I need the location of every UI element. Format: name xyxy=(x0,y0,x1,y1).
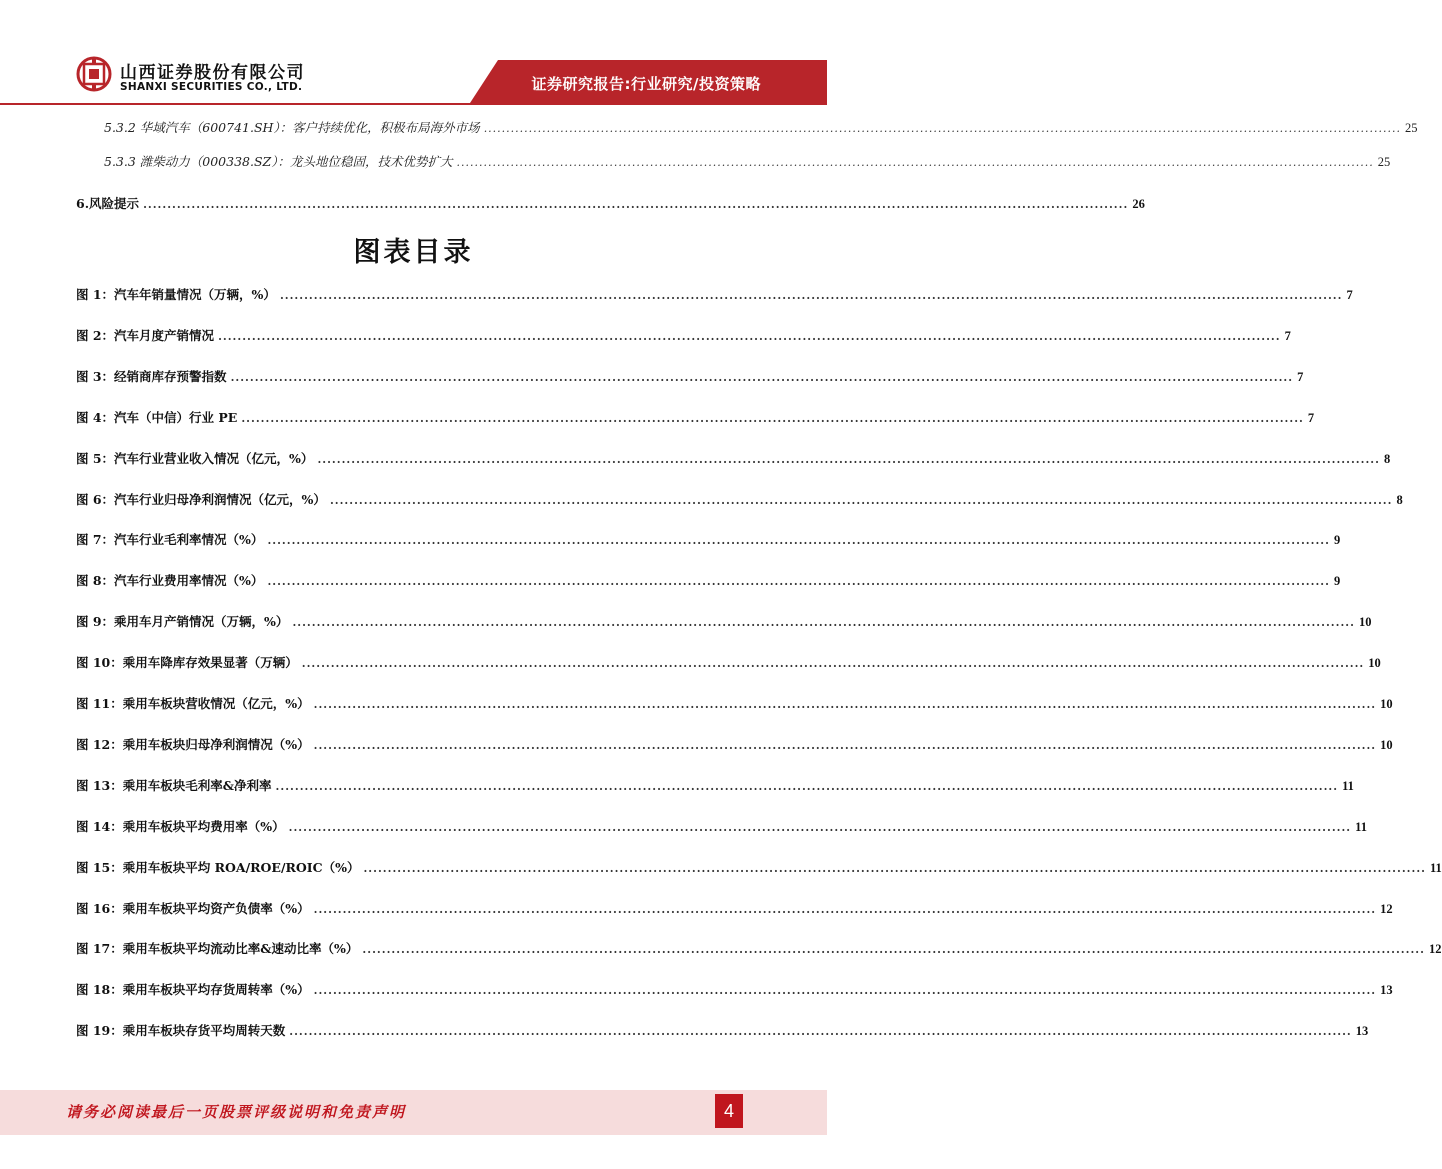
figure-list-page: 10 xyxy=(1380,737,1393,752)
toc-entry-label: 6.风险提示 xyxy=(76,196,140,211)
figure-list-page: 8 xyxy=(1396,492,1403,507)
figure-list-label: 图 8：汽车行业费用率情况（%） xyxy=(76,573,264,589)
figure-list-label: 图 17：乘用车板块平均流动比率&速动比率（%） xyxy=(76,941,359,957)
figure-list-item[interactable]: 图 11：乘用车板块营收情况（亿元，%） ............................................................................................................................................................................................................................ 10 xyxy=(76,696,1393,711)
figure-list-label: 图 3：经销商库存预警指数 xyxy=(76,368,227,384)
figure-list-page: 10 xyxy=(1368,656,1381,671)
figure-list-label: 图 13：乘用车板块毛利率&净利率 xyxy=(76,777,272,793)
figures-heading: 图表目录 xyxy=(353,237,474,268)
page-number: 4 xyxy=(715,1094,743,1128)
figure-list-item[interactable]: 图 6：汽车行业归母净利润情况（亿元，%） ............................................................................................................................................................................................................................ 8 xyxy=(76,491,1403,507)
figure-list-page: 11 xyxy=(1342,778,1354,793)
figure-list-item[interactable]: 图 17：乘用车板块平均流动比率&速动比率（%） ............................................................................................................................................................................................................................ 12 xyxy=(76,941,1442,957)
figure-list-page: 8 xyxy=(1383,451,1391,466)
figure-list-label: 图 2：汽车月度产销情况 xyxy=(76,327,215,343)
figure-list-page: 7 xyxy=(1284,328,1291,343)
figure-list-label: 图 11：乘用车板块营收情况（亿元，%） xyxy=(76,696,310,711)
toc-entry[interactable]: 5.3.3 潍柴动力（000338.SZ）：龙头地位稳固，技术优势扩大 ............................................................................................................................................................................................................ 25 xyxy=(104,154,1391,169)
figure-list-page: 9 xyxy=(1333,574,1341,589)
disclaimer-text: 请务必阅读最后一页股票评级说明和免责声明 xyxy=(66,1103,407,1121)
figure-list-label: 图 9：乘用车月产销情况（万辆，%） xyxy=(76,614,289,630)
figure-list-page: 7 xyxy=(1346,288,1353,302)
company-name-cn: 山西证券股份有限公司 xyxy=(120,63,305,83)
figure-list-label: 图 18：乘用车板块平均存货周转率（%） xyxy=(76,982,310,998)
figure-list-item[interactable]: 图 9：乘用车月产销情况（万辆，%） ............................................................................................................................................................................................................................ 10 xyxy=(76,614,1372,630)
toc-entry[interactable]: 6.风险提示 ............................................................................................................................................................................................................ 26 xyxy=(76,196,1145,211)
figure-list-page: 13 xyxy=(1355,1024,1369,1039)
figure-list-page: 7 xyxy=(1297,369,1304,384)
figure-list-item[interactable]: 图 2：汽车月度产销情况 ............................................................................................................................................................................................................................ 7 xyxy=(76,327,1291,343)
figure-list-label: 图 19：乘用车板块存货平均周转天数 xyxy=(76,1023,286,1039)
figure-list-item[interactable]: 图 1：汽车年销量情况（万辆，%） ............................................................................................................................................................................................................................ 7 xyxy=(76,287,1353,302)
toc-entry-label: 5.3.3 潍柴动力（000338.SZ）：龙头地位稳固，技术优势扩大 xyxy=(104,154,453,169)
figure-list-label: 图 14：乘用车板块平均费用率（%） xyxy=(76,818,285,834)
figure-list-item[interactable]: 图 5：汽车行业营业收入情况（亿元，%） ............................................................................................................................................................................................................................ 8 xyxy=(76,450,1391,466)
figure-list-label: 图 6：汽车行业归母净利润情况（亿元，%） xyxy=(76,491,326,507)
figure-list-page: 9 xyxy=(1333,533,1341,548)
figure-list-item[interactable]: 图 19：乘用车板块存货平均周转天数 ............................................................................................................................................................................................................................ 13 xyxy=(76,1023,1369,1039)
figure-list-page: 13 xyxy=(1380,983,1393,998)
page-header xyxy=(0,0,827,108)
figure-list-item[interactable]: 图 7：汽车行业毛利率情况（%） ............................................................................................................................................................................................................................ 9 xyxy=(76,532,1341,548)
figure-list-label: 图 16：乘用车板块平均资产负债率（%） xyxy=(76,900,310,916)
figure-list-item[interactable]: 图 14：乘用车板块平均费用率（%） ............................................................................................................................................................................................................................ 11 xyxy=(76,818,1367,834)
company-logo-icon xyxy=(76,56,112,92)
toc-entry-label: 5.3.2 华域汽车（600741.SH）：客户持续优化，积极布局海外市场 xyxy=(104,120,480,135)
company-name-en: SHANXI SECURITIES CO., LTD. xyxy=(120,81,303,93)
figure-list-page: 12 xyxy=(1380,901,1393,916)
figure-list-page: 11 xyxy=(1429,860,1442,875)
figure-list-label: 图 10：乘用车降库存效果显著（万辆） xyxy=(76,655,298,671)
toc-entry-page: 25 xyxy=(1377,155,1391,169)
figure-list-page: 12 xyxy=(1428,942,1442,957)
figure-list-item[interactable]: 图 10：乘用车降库存效果显著（万辆） ............................................................................................................................................................................................................................ 10 xyxy=(76,655,1381,671)
figure-list-page: 10 xyxy=(1358,615,1372,630)
figure-list-label: 图 1：汽车年销量情况（万辆，%） xyxy=(76,287,276,302)
figure-list-page: 11 xyxy=(1355,819,1367,834)
figure-list-label: 图 12：乘用车板块归母净利润情况（%） xyxy=(76,736,310,752)
header-divider xyxy=(0,103,827,105)
figure-list-item[interactable]: 图 16：乘用车板块平均资产负债率（%） ............................................................................................................................................................................................................................ 12 xyxy=(76,900,1393,916)
figure-list-item[interactable]: 图 4：汽车（中信）行业 PE ............................................................................................................................................................................................................................ 7 xyxy=(76,409,1315,425)
figure-list-item[interactable]: 图 15：乘用车板块平均 ROA/ROE/ROIC（%） ............................................................................................................................................................................................................................ 11 xyxy=(76,859,1442,875)
figure-list-label: 图 4：汽车（中信）行业 PE xyxy=(76,409,238,425)
figure-list-item[interactable]: 图 3：经销商库存预警指数 ............................................................................................................................................................................................................................ 7 xyxy=(76,368,1304,384)
figure-list-item[interactable]: 图 13：乘用车板块毛利率&净利率 ............................................................................................................................................................................................................................ 11 xyxy=(76,777,1354,793)
figure-list-label: 图 5：汽车行业营业收入情况（亿元，%） xyxy=(76,450,314,466)
figure-list-item[interactable]: 图 12：乘用车板块归母净利润情况（%） ............................................................................................................................................................................................................................ 10 xyxy=(76,736,1393,752)
figure-list-label: 图 15：乘用车板块平均 ROA/ROE/ROIC（%） xyxy=(76,859,360,875)
figure-list-page: 7 xyxy=(1307,410,1315,425)
report-type: 证券研究报告:行业研究/投资策略 xyxy=(531,75,761,93)
toc-entry-page: 26 xyxy=(1132,197,1145,211)
toc-entry-page: 25 xyxy=(1405,121,1418,135)
figure-list-item[interactable]: 图 8：汽车行业费用率情况（%） ............................................................................................................................................................................................................................ 9 xyxy=(76,573,1341,589)
figure-list-item[interactable]: 图 18：乘用车板块平均存货周转率（%） ............................................................................................................................................................................................................................ 13 xyxy=(76,982,1393,998)
figure-list-label: 图 7：汽车行业毛利率情况（%） xyxy=(76,532,264,548)
toc-entry[interactable]: 5.3.2 华域汽车（600741.SH）：客户持续优化，积极布局海外市场 ............................................................................................................................................................................................................ 25 xyxy=(104,120,1418,135)
figure-list-page: 10 xyxy=(1380,697,1393,711)
